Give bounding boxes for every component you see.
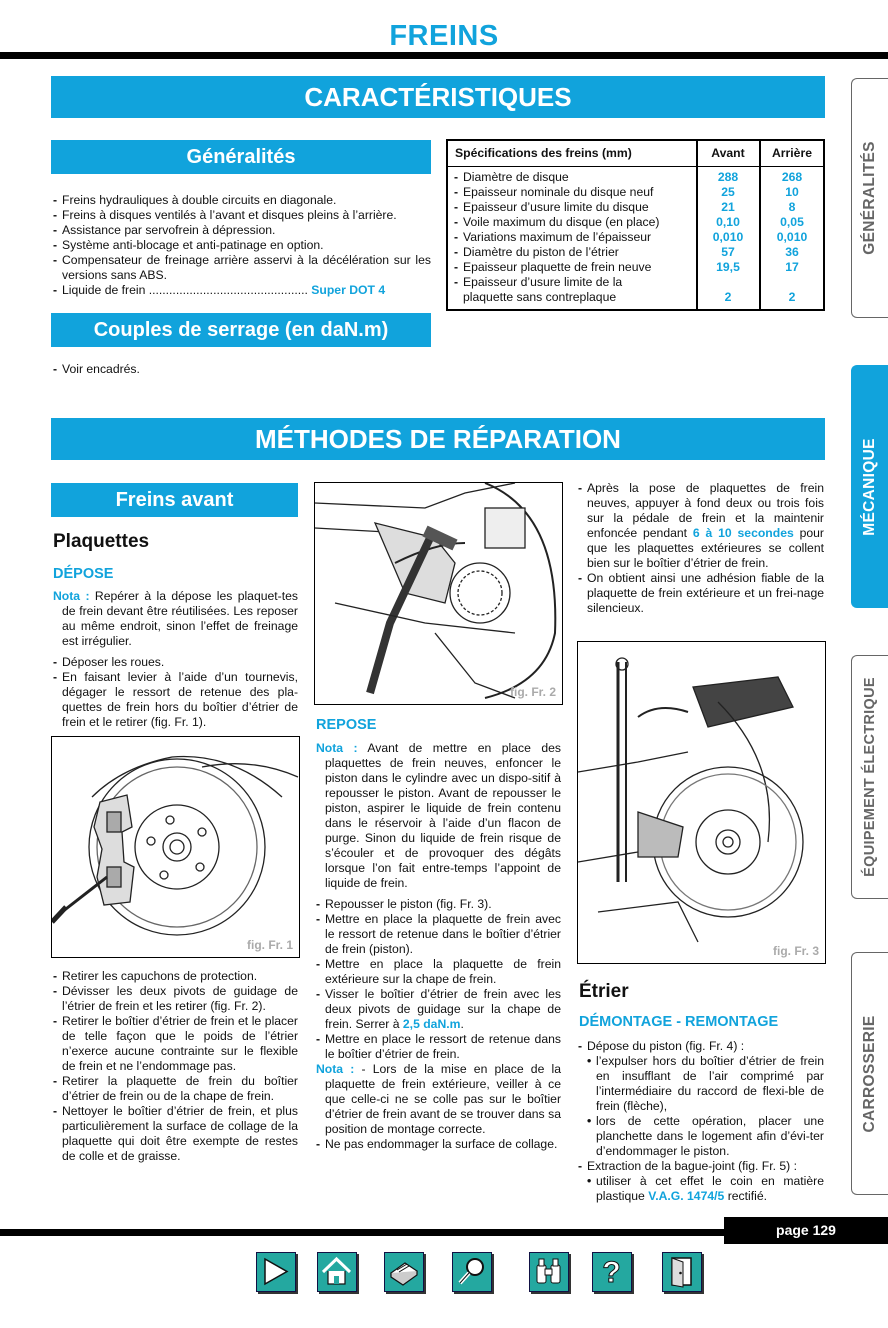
exit-button[interactable] [662,1252,702,1292]
list-item: - Visser le boîtier d’étrier de frein avec les deux pivots de guidage sur la chape de frein. Serrer à 2,5 daN.m. [316,987,561,1031]
list-item: - Après la pose de plaquettes de frein neuves, appuyer à fond deux ou trois fois sur la pédale de frein et la maintenir enfoncée pendant 6 à 10 secondes pour que les plaquettes extérieures se collent bien sur le boîtier d’étrier de frein. [578,481,824,570]
binoculars-icon [530,1253,567,1290]
list-item: - En faisant levier à l’aide d’un tournevis, dégager le ressort de retenue des pla-quettes de frein hors du boîtier d’étrier de frein et le retirer (fig. Fr. 1). [53,670,298,729]
table-row: - Epaisseur plaquette de frein neuve [454,260,652,274]
list-item: - Retirer le boîtier d’étrier de frein et le placer de telle façon que le poids de l’étrier n’exerce aucune contrainte sur le flexible de frein et ne l’endommage pas. [53,1014,298,1073]
nota-paragraph: Nota : Avant de mettre en place des plaquettes de frein neuves, enfoncer le piston dans le cylindre avec un dispo-sitif à repousser le piston. Avant de repousser le piston, aspirer le liquide de frein contenu dans le réservoir à l’aide d’un flacon de purge. Sinon du liquide de frein risque de s’écouler et de provoquer des dégâts lorsque l’on fait entre-temps l’appoint de liquide de frein. [316,741,561,890]
demontage-heading: DÉMONTAGE - REMONTAGE [579,1014,779,1030]
list-item: • utiliser à cet effet le coin en matière plastique V.A.G. 1474/5 rectifié. [587,1174,824,1203]
list-item: - Dévisser les deux pivots de guidage de l’étrier de frein et les retirer (fig. Fr. 2). [53,984,298,1013]
figure-label: fig. Fr. 3 [772,944,819,958]
generalites-list [53,193,431,298]
generalites-heading: Généralités [51,140,431,174]
repose-heading: REPOSE [316,717,377,733]
section-title-caracteristiques: CARACTÉRISTIQUES [51,76,825,118]
home-icon [318,1253,355,1290]
caliper-wrench-illustration [315,483,562,704]
table-cell: 36 [785,245,799,259]
table-row: - Voile maximum du disque (en place) [454,215,660,229]
list-item: • l’expulser hors du boîtier d’étrier de frein en insufflant de l’air comprimé par l’intermédiaire du raccord de flexi-ble de frein (flèche), [587,1054,824,1113]
list-item: - Extraction de la bague-joint (fig. Fr. 5) : [578,1159,797,1173]
brake-disc-illustration [52,737,299,957]
help-icon [593,1253,630,1290]
next-icon [257,1253,294,1290]
print-icon [385,1253,422,1290]
list-item: - Mettre en place la plaquette de frein extérieure sur la chape de frein. [316,957,561,986]
tab-generalites[interactable]: GÉNÉRALITÉS [851,78,888,318]
table-cell: 8 [788,200,796,214]
next-button[interactable] [256,1252,296,1292]
freins-avant-heading: Freins avant [51,483,298,517]
list-item: - Déposer les roues. [53,655,165,669]
spec-table [446,139,825,311]
list-item: - On obtient ainsi une adhésion fiable de la plaquette de frein extérieure et un frei-nage silencieux. [578,571,824,615]
table-cell: 288 [717,170,739,184]
page-number: page 129 [724,1217,888,1244]
list-item: - Assistance par servofrein à dépression. [53,223,276,237]
list-item: - Repousser le piston (fig. Fr. 3). [316,897,492,911]
spec-header-arriere: Arrière [772,146,812,160]
table-cell: 17 [785,260,799,274]
table-cell: 10 [785,185,799,199]
tab-carrosserie[interactable]: CARROSSERIE [851,952,888,1195]
table-row: - Variations maximum de l’épaisseur [454,230,652,244]
spec-table-header [448,141,823,167]
section-title-methodes: MÉTHODES DE RÉPARATION [51,418,825,460]
spec-arriere-column [761,170,823,305]
list-item: - Liquide de frein ............................................... Super DOT 4 [53,283,386,297]
table-cell: 25 [721,185,735,199]
list-item: - Compensateur de freinage arrière asservi à la décélération sur les versions sans ABS. [53,253,431,282]
table-row: - Epaisseur d’usure limite de la [454,275,623,289]
figure-label: fig. Fr. 1 [246,938,293,952]
find-button[interactable] [529,1252,569,1292]
table-cell: 0,010 [712,230,744,244]
list-item: - Freins hydrauliques à double circuits en diagonale. [53,193,337,207]
spec-header-label: Spécifications des freins (mm) [455,146,632,160]
list-item: - Mettre en place le ressort de retenue dans le boîtier d’étrier de frein. [316,1032,561,1061]
table-cell: 19,5 [716,260,740,274]
list-item: - Dépose du piston (fig. Fr. 4) : [578,1039,745,1053]
col3-text [578,481,824,616]
list-item: - Ne pas endommager la surface de collage. [316,1137,558,1151]
list-item: - Freins à disques ventilés à l’avant et disques pleins à l’arrière. [53,208,397,222]
spec-avant-column [698,170,758,305]
couples-heading: Couples de serrage (en daN.m) [51,313,431,347]
figure-label: fig. Fr. 2 [509,685,556,699]
list-item: • lors de cette opération, placer une planchette dans le logement afin d’évi-ter d’endommager le piston. [587,1114,824,1158]
table-cell: 0,05 [780,215,804,229]
help-button[interactable] [592,1252,632,1292]
etrier-text [578,1039,824,1204]
plaquettes-heading: Plaquettes [53,531,150,552]
table-cell: 57 [721,245,735,259]
figure-fr2 [314,482,563,705]
table-cell: 2 [788,290,796,304]
figure-fr3 [577,641,826,964]
depose-text [53,589,298,730]
spec-header-avant: Avant [711,146,745,160]
table-row: - Diamètre de disque [454,170,569,184]
list-item: - Retirer la plaquette de frein du boîtier d’étrier de frein ou de la chape de frein. [53,1074,298,1103]
tab-equipement-electrique[interactable]: ÉQUIPEMENT ÉLECTRIQUE [851,655,888,899]
list-item: - Mettre en place la plaquette de frein avec le ressort de retenue dans le boîtier d’étrier de frein (piston). [316,912,561,956]
figure-fr1 [51,736,300,958]
svg-text:?: ? [602,1256,621,1289]
header-divider [0,52,888,59]
table-cell: 0,010 [776,230,808,244]
print-button[interactable] [384,1252,424,1292]
list-item: - Système anti-blocage et anti-patinage en option. [53,238,324,252]
table-row: plaquette sans contreplaque [463,290,617,304]
page-title: FREINS [389,20,499,52]
depose-heading: DÉPOSE [53,566,114,582]
depose-steps [53,969,298,1164]
couples-text: - Voir encadrés. [53,362,140,376]
table-cell: 268 [781,170,803,184]
list-item: - Retirer les capuchons de protection. [53,969,258,983]
table-cell: 21 [721,200,735,214]
tab-mecanique[interactable]: MÉCANIQUE [851,365,888,608]
search-button[interactable] [452,1252,492,1292]
search-icon [453,1253,490,1290]
table-cell: 2 [724,290,732,304]
nota-paragraph: Nota : - Lors de la mise en place de la plaquette de frein extérieure, veiller à ce que celle-ci ne se colle pas sur le boîtier d’étrier de frein avant de se trouver dans sa position de montage correcte. [316,1062,562,1136]
exit-icon [663,1253,700,1290]
table-row: - Diamètre du piston de l’étrier [454,245,619,259]
list-item: - Nettoyer le boîtier d’étrier de frein, et plus particulièrement la surface de collage de la plaquette qui doit être exempte de restes de colle et de graisse. [53,1104,298,1163]
repose-text [316,741,561,1152]
nota-paragraph: Nota : Repérer à la dépose les plaquet-tes de frein devant être réutilisées. Les reposer au même endroit, sinon l’effet de freinage est irrégulier. [53,589,299,648]
piston-tool-illustration [578,642,825,963]
etrier-heading: Étrier [579,981,629,1002]
table-cell: 0,10 [716,215,740,229]
table-row: - Epaisseur d’usure limite du disque [454,200,649,214]
home-button[interactable] [317,1252,357,1292]
table-row: - Epaisseur nominale du disque neuf [454,185,654,199]
spec-labels [454,170,694,305]
